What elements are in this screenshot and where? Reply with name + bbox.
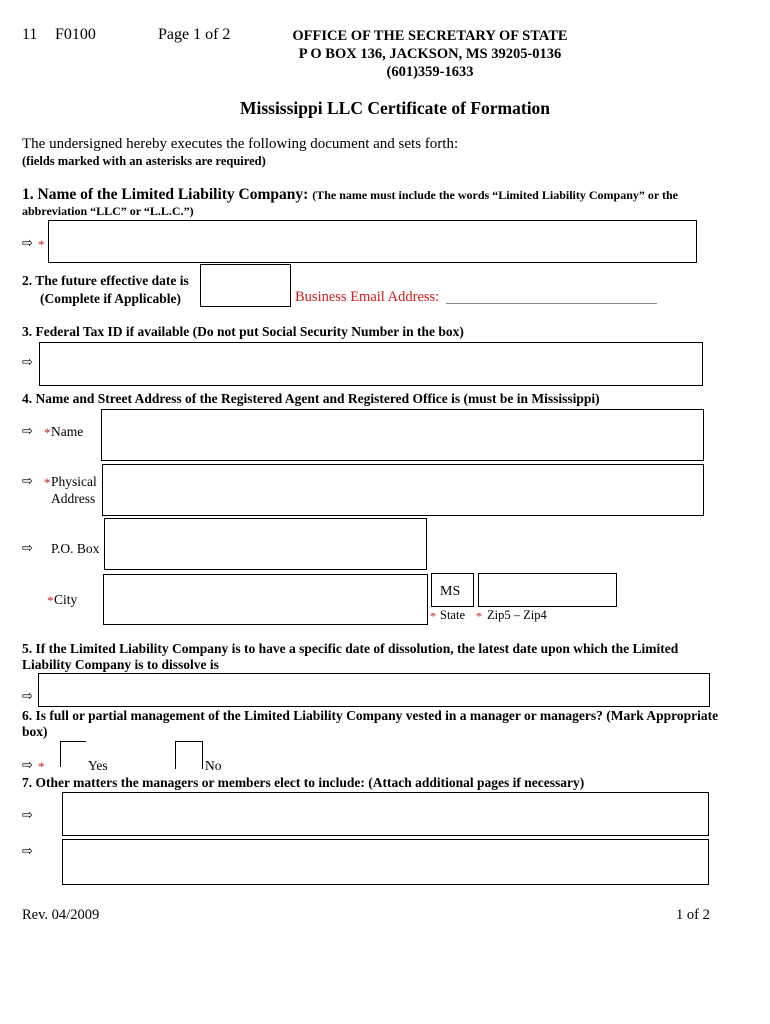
city-label: City	[54, 592, 78, 607]
section-1-note-2: abbreviation “LLC” or “L.L.C.”)	[22, 204, 194, 218]
arrow-icon: ⇨	[22, 844, 33, 859]
effective-date-label: 2. The future effective date is	[22, 273, 189, 288]
page-label: Page 1 of 2	[158, 26, 231, 43]
intro-text: The undersigned hereby executes the following document and sets forth:	[22, 136, 459, 152]
section-3-heading: 3. Federal Tax ID if available (Do not put Social Security Number in the box)	[22, 324, 464, 339]
no-label: No	[205, 758, 222, 773]
state-label: State	[440, 608, 465, 622]
required-note: (fields marked with an asterisks are required)	[22, 154, 266, 168]
required-asterisk: *	[38, 237, 45, 252]
dissolution-date-field[interactable]	[38, 673, 710, 707]
tax-id-field[interactable]	[39, 342, 703, 386]
arrow-icon: ⇨	[22, 474, 33, 489]
email-label: Business Email Address:	[295, 289, 440, 305]
arrow-icon: ⇨	[22, 236, 33, 251]
po-box-label: P.O. Box	[51, 541, 100, 556]
form-number: 11	[22, 26, 38, 43]
arrow-icon: ⇨	[22, 541, 33, 556]
arrow-icon: ⇨	[22, 424, 33, 439]
state-field[interactable]: MS	[431, 573, 474, 607]
required-asterisk: *	[44, 425, 51, 440]
page-title: Mississippi LLC Certificate of Formation	[239, 98, 551, 118]
arrow-icon: ⇨	[22, 355, 33, 370]
office-line-3: (601)359-1633	[386, 64, 474, 80]
zip-label: Zip5 – Zip4	[487, 608, 547, 622]
form-code: F0100	[55, 26, 96, 43]
section-1-note: (The name must include the words “Limited Liability Company” or the	[312, 188, 678, 202]
page-number: 1 of 2	[676, 907, 710, 923]
required-asterisk: *	[44, 475, 51, 490]
section-6-heading-1: 6. Is full or partial management of the Limited Liability Company vested in a manager or managers? (Mark Appropriate	[22, 708, 719, 723]
section-4-heading: 4. Name and Street Address of the Registered Agent and Registered Office is (must be in Mississippi)	[22, 391, 600, 406]
city-field[interactable]	[103, 574, 428, 625]
email-line[interactable]	[446, 303, 657, 304]
no-checkbox[interactable]	[175, 741, 203, 769]
yes-label: Yes	[88, 758, 108, 773]
office-line-1: OFFICE OF THE SECRETARY OF STATE	[292, 28, 568, 44]
section-6-heading-2: box)	[22, 724, 48, 739]
physical-address-field[interactable]	[102, 464, 704, 516]
effective-date-field[interactable]	[200, 264, 291, 307]
agent-name-label: Name	[51, 424, 84, 439]
required-asterisk: *	[47, 593, 54, 608]
required-asterisk: *	[476, 609, 482, 623]
arrow-icon: ⇨	[22, 808, 33, 823]
other-matters-field-1[interactable]	[62, 792, 709, 836]
section-5-heading-1: 5. If the Limited Liability Company is to have a specific date of dissolution, the latest date upon which the Limited	[22, 641, 679, 656]
required-asterisk: *	[38, 759, 45, 774]
llc-name-field[interactable]	[48, 220, 697, 263]
agent-name-field[interactable]	[101, 409, 704, 461]
required-asterisk: *	[430, 609, 436, 623]
physical-label: Physical	[51, 474, 97, 489]
office-line-2: P O BOX 136, JACKSON, MS 39205-0136	[298, 46, 562, 62]
effective-date-note: (Complete if Applicable)	[40, 291, 181, 306]
zip-field[interactable]	[478, 573, 617, 607]
po-box-field[interactable]	[104, 518, 427, 570]
revision-date: Rev. 04/2009	[22, 907, 100, 923]
arrow-icon: ⇨	[22, 758, 33, 773]
yes-checkbox[interactable]	[60, 741, 86, 767]
section-1-heading	[22, 186, 678, 204]
section-7-heading: 7. Other matters the managers or members elect to include: (Attach additional pages if necessary)	[22, 775, 585, 790]
other-matters-field-2[interactable]	[62, 839, 709, 885]
section-5-heading-2: Liability Company is to dissolve is	[22, 657, 219, 672]
section-1-title: 1. Name of the Limited Liability Company:	[22, 186, 309, 203]
arrow-icon: ⇨	[22, 689, 33, 704]
address-label: Address	[51, 491, 96, 506]
